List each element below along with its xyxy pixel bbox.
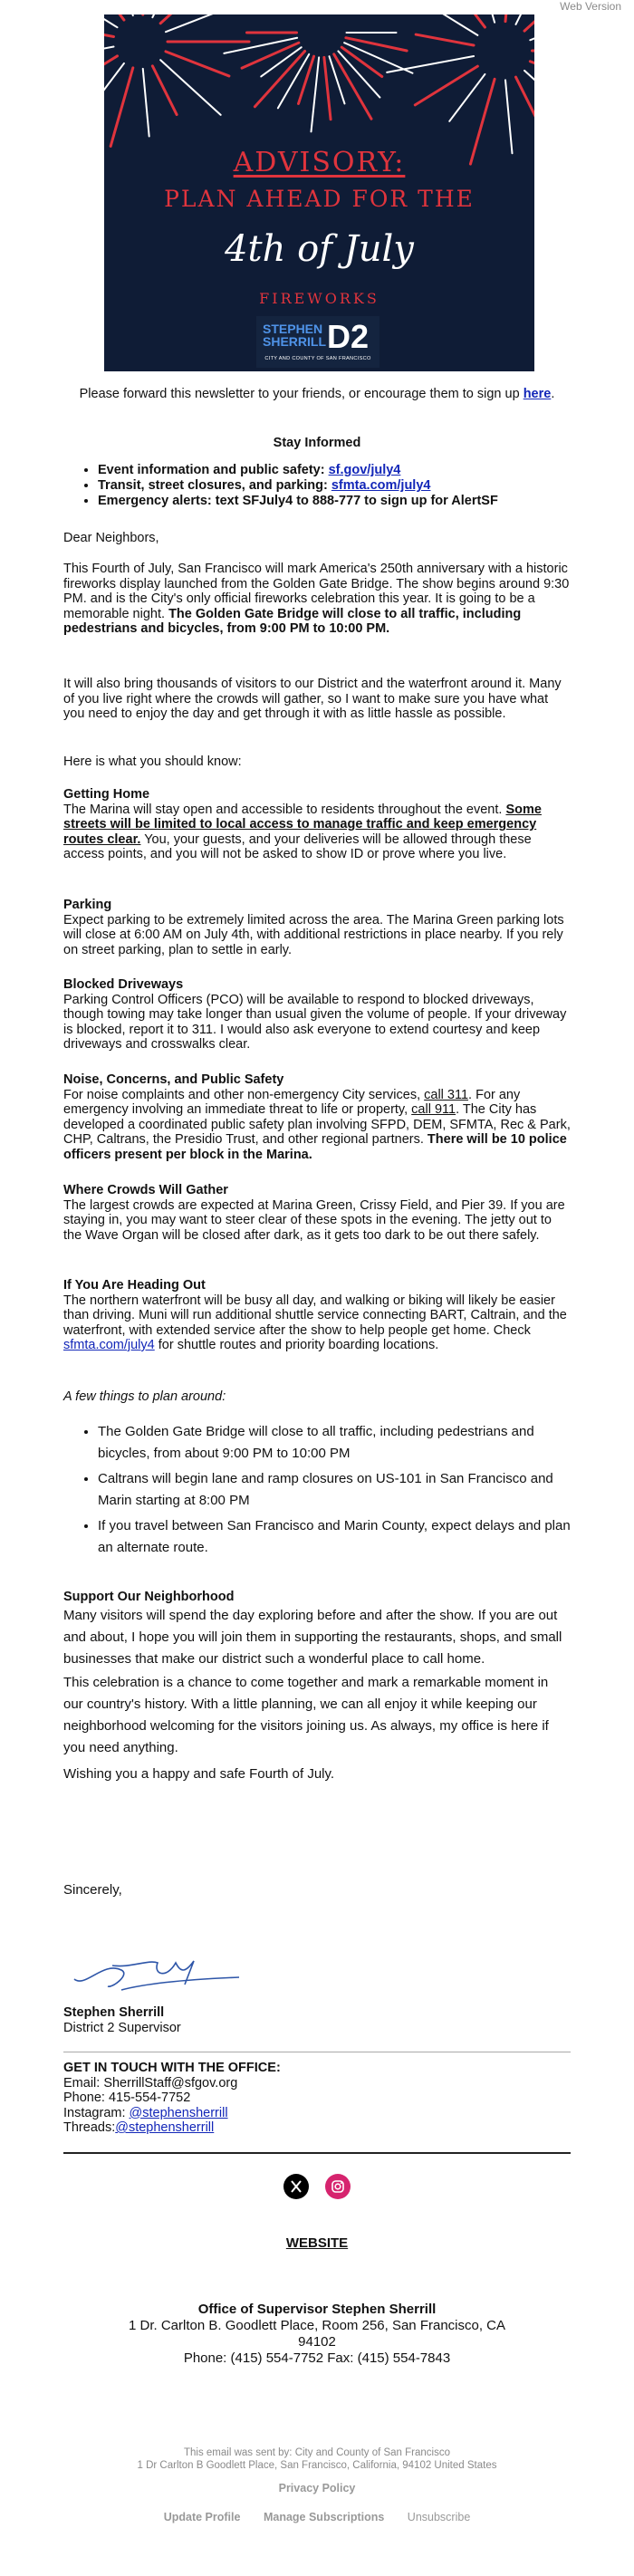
logo-subtitle: CITY AND COUNTY OF SAN FRANCISCO (264, 356, 371, 361)
footer-sent-by: This email was sent by: City and County of San Francisco (183, 2447, 450, 2458)
heading-out-section: If You Are Heading Out The northern waterfront will be busy all day, and walking or biking will likely be easier than driving. Muni will run additional shuttle service connecting BART, Caltrain, and the waterfront, with extended service after the show to help people get home. Check sfmta.com/july4 for shuttle routes and priority boarding locations. (63, 1278, 571, 1353)
section-title: Blocked Driveways (63, 977, 184, 992)
section-title: Support Our Neighborhood (63, 1590, 235, 1604)
privacy-policy-link[interactable]: Privacy Policy (278, 2482, 356, 2494)
section-title: Where Crowds Will Gather (63, 1183, 228, 1197)
firework-streak (416, 34, 474, 45)
firework-streak (415, 66, 477, 105)
signup-link[interactable]: here (523, 387, 552, 401)
list-item: • Event information and public safety: sf.gov/july4 (98, 463, 587, 478)
closing-paragraph: This celebration is a chance to come together and mark a remarkable moment in our country's history. With a little planning, we can all enjoy it while keeping our neighborhood welcoming for the visitors joining us. As always, my office is here if you need anything. (63, 1675, 549, 1755)
firework-streak (143, 69, 149, 137)
signer-title: District 2 Supervisor (63, 2020, 181, 2035)
section-title: Getting Home (63, 787, 150, 802)
contact-email: Email: SherrillStaff@sfgov.org (63, 2075, 238, 2091)
firework-streak (104, 63, 124, 107)
firework-left (104, 14, 534, 164)
firework-streak (329, 56, 344, 103)
banner-advisory: ADVISORY: (233, 147, 406, 178)
signature-image (67, 1952, 248, 1997)
web-version-link[interactable]: Web Version (560, 0, 621, 13)
firework-streak (524, 14, 534, 31)
firework-streak (346, 38, 407, 51)
tips-title: A few things to plan around: (63, 1389, 226, 1404)
greeting: Dear Neighbors, (63, 531, 159, 545)
firework-streak (505, 14, 512, 22)
stay-informed-list (82, 463, 587, 509)
firework-streak (530, 62, 534, 88)
firework-streak (530, 14, 534, 40)
manage-subscriptions-link[interactable]: Manage Subscriptions (263, 2511, 385, 2523)
firework-streak (104, 26, 114, 36)
unsubscribe-link[interactable]: Unsubscribe (407, 2511, 471, 2523)
divider (63, 2152, 571, 2154)
list-item: • Caltrans will begin lane and ramp closures on US-101 in San Francisco and Marin starting at 8:00 PM (98, 1468, 587, 1512)
call-311-link[interactable]: call 311 (424, 1087, 469, 1102)
firework-streak (110, 68, 133, 147)
instagram-handle-link[interactable]: @stephensherrill (129, 2105, 228, 2120)
section-title: Parking (63, 898, 112, 912)
advisory-banner (104, 14, 534, 371)
list-item: • If you travel between San Francisco and Marin County, expect delays and plan an alternate route. (98, 1515, 587, 1559)
contact-phone: Phone: 415-554-7752 (63, 2091, 191, 2105)
signer-block (63, 2005, 571, 2035)
contact-title: GET IN TOUCH WITH THE OFFICE: (63, 2061, 281, 2075)
call-911-link[interactable]: call 911 (411, 1102, 456, 1117)
sfmta-link[interactable]: sfmta.com/july4 (331, 478, 431, 493)
firework-streak (515, 77, 534, 130)
instagram-icon[interactable] (325, 2174, 351, 2199)
firework-streak (104, 14, 117, 27)
banner-fireworks: FIREWORKS (259, 290, 379, 307)
firework-streak (299, 56, 314, 103)
supervisor-logo (256, 316, 379, 368)
firework-streak (104, 14, 124, 20)
sf-gov-link[interactable]: sf.gov/july4 (328, 463, 401, 477)
contact-instagram: Instagram: @stephensherrill (63, 2105, 228, 2120)
firework-streak (166, 14, 229, 32)
firework-streak (505, 80, 512, 153)
firework-streak (152, 66, 177, 115)
office-phone: Phone: (415) 554-7752 Fax: (415) 554-7843 (183, 2350, 451, 2366)
office-block (109, 2302, 525, 2367)
footer-links (0, 2511, 634, 2523)
firework-streak (415, 14, 477, 35)
firework-streak (160, 14, 200, 24)
parking-section: Parking Expect parking to be extremely limited across the area. The Marina Green parking lots will close at 6:00 AM on July 4th, with additional restrictions in place nearby. If you rely on street parking, plan to settle in early. (63, 898, 571, 957)
firework-streak (387, 56, 474, 72)
crowds-section: Where Crowds Will Gather The largest crowds are expected at Marina Green, Crissy Field, and Pier 39. If you are staying in, you may want to steer clear of these spots in the evening. The jetty out to the Wave Organ will be closed after dark, as it gets too dark to be out there safely. (63, 1183, 571, 1243)
banner-plan-ahead: PLAN AHEAD FOR THE (164, 186, 475, 212)
firework-streak (432, 14, 485, 27)
website-link[interactable]: WEBSITE (285, 2235, 349, 2251)
support-section: Support Our Neighborhood Many visitors will spend the day exploring before and after the show. If you are out and about, I hope you will join them in supporting the restaurants, shops, and small businesses that make our district such a wonderful place to call home. (63, 1590, 571, 1670)
know-paragraph: Here is what you should know: (63, 755, 242, 769)
logo-district: D2 (327, 318, 370, 355)
stay-informed-title: Stay Informed (273, 436, 361, 450)
contact-threads: Threads:@stephensherrill (63, 2120, 215, 2135)
wishes-paragraph: Wishing you a happy and safe Fourth of July. (63, 1766, 335, 1782)
section-title: Noise, Concerns, and Public Safety (63, 1072, 284, 1087)
contact-block (63, 2061, 571, 2136)
list-item: • Emergency alerts: text SFJuly4 to 888-777 to sign up for AlertSF (98, 494, 587, 509)
x-icon[interactable] (283, 2174, 309, 2199)
logo-name: STEPHEN SHERRILL (263, 322, 326, 349)
intro-paragraph: This Fourth of July, San Francisco will mark America's 250th anniversary with a historic fireworks display launched from the Golden Gate Bridge. The show begins around 9:30 PM. and is the City's only official fireworks celebration this year. It is going to be a memorable night. The Golden Gate Bridge will close to all traffic, including pedestrians and bicycles, from 9:00 PM to 10:00 PM. (63, 562, 570, 636)
signer-name: Stephen Sherrill (63, 2005, 165, 2020)
section-title: If You Are Heading Out (63, 1278, 206, 1293)
firework-streak (312, 57, 320, 131)
sincerely: Sincerely, (63, 1882, 122, 1898)
list-item: • Transit, street closures, and parking: sfmta.com/july4 (98, 478, 587, 494)
noise-safety-section: Noise, Concerns, and Public Safety For noise complaints and other non-emergency City services, call 311. For any emergency involving an immediate threat to life or property, call 911. The City has developed a coordinated public safety plan involving SFPD, DEM, SFMTA, Rec & Park, CHP, Caltrans, the Presidio Trust, and other regional partners. There will be 10 police officers present per block in the Marina. (63, 1072, 571, 1162)
office-name: Office of Supervisor Stephen Sherrill (197, 2302, 437, 2317)
shuttle-link[interactable]: sfmta.com/july4 (63, 1338, 155, 1352)
update-profile-link[interactable]: Update Profile (163, 2511, 241, 2523)
forward-note: Please forward this newsletter to your friends, or encourage them to sign up here. (79, 387, 555, 401)
threads-handle-link[interactable]: @stephensherrill (115, 2120, 215, 2135)
firework-streak (224, 38, 297, 53)
office-address: 1 Dr. Carlton B. Goodlett Place, Room 256, San Francisco, CA 94102 (128, 2318, 506, 2350)
footer-address: 1 Dr Carlton B Goodlett Place, San Francisco, California, 94102 United States (137, 2460, 497, 2471)
banner-fourth-of-july: 4th of July (225, 228, 414, 270)
firework-streak (324, 57, 331, 119)
blocked-driveways-section: Blocked Driveways Parking Control Officers (PCO) will be available to respond to blocked driveways, though towing may take longer than usual given the volume of people. If your driveway is blocked, report it to 311. I would also ask everyone to extend courtesy and keep driveways and crosswalks clear. (63, 977, 571, 1053)
tips-list (82, 1421, 587, 1559)
visitors-paragraph: It will also bring thousands of visitors to our District and the waterfront around it. Many of you live right where the crowds will gather, so I want to make sure you have what you need to enjoy the day and get through it with as little hassle as possible. (63, 677, 562, 721)
list-item: • The Golden Gate Bridge will close to all traffic, including pedestrians and bicycles, from about 9:00 PM to 10:00 PM (98, 1421, 587, 1465)
getting-home-section: Getting Home The Marina will stay open and accessible to residents throughout the event. Some streets will be limited to local access to manage traffic and keep emergency routes clear. You, your guests, and your deliveries will be allowed through these access points, and you will not be asked to show ID or prove where you live. (63, 787, 571, 862)
